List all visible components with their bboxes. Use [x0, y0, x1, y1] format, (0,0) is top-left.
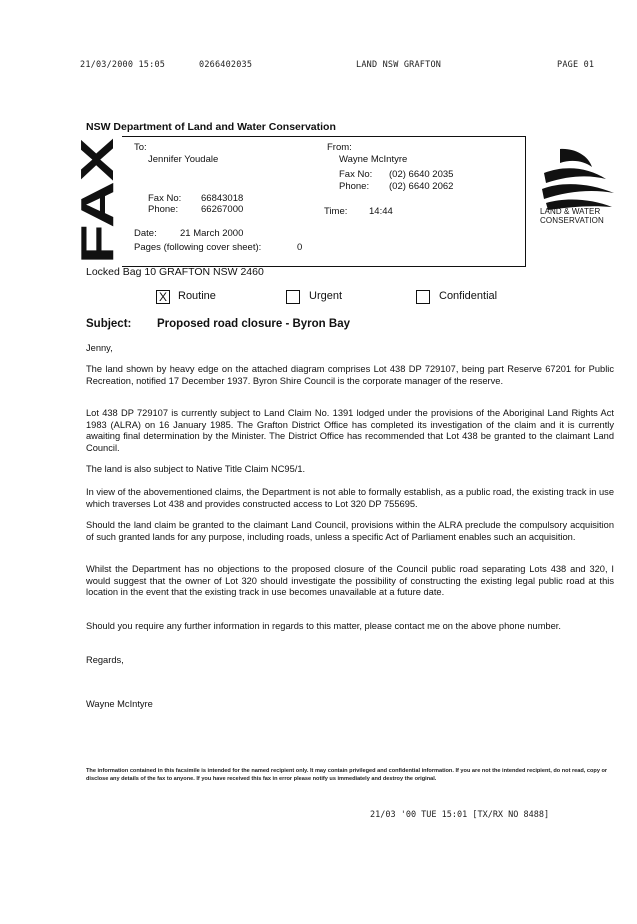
from-label: From: [327, 142, 352, 153]
logo-text-line2: CONSERVATION [540, 216, 604, 225]
to-fax-label: Fax No: [148, 193, 182, 204]
fax-page-number: PAGE 01 [557, 60, 595, 70]
fax-mark [71, 136, 123, 266]
checkbox-urgent[interactable] [286, 290, 300, 304]
checkbox-routine-label: Routine [178, 290, 216, 302]
date-label: Date: [134, 228, 157, 239]
transmission-footer: 21/03 '00 TUE 15:01 [TX/RX NO 8488] [370, 810, 550, 820]
paragraph-7: Should you require any further information in regards to this matter, please contact me on the above phone number. [86, 621, 561, 631]
paragraph-4: In view of the abovementioned claims, the Department is not able to formally establish, as a public road, the existing track in use which traverses Lot 438 and provides constructed access to Lot 320 DP 755695. [86, 487, 614, 509]
department-title: NSW Department of Land and Water Conservation [86, 121, 336, 133]
checkbox-routine-mark: X [158, 290, 167, 304]
salutation: Jenny, [86, 343, 113, 353]
checkbox-routine[interactable] [156, 290, 170, 304]
address: Locked Bag 10 GRAFTON NSW 2460 [86, 266, 264, 278]
confidentiality-disclaimer: The information contained in this facsimile is intended for the named recipient only. It may contain privileged and confidential information. If you are not the intended recipient, do not read, copy or disclose any details of the fax to anyone. If you have received this fax in error please notify us immediately and destroy the original. [86, 768, 608, 782]
to-phone-value: 66267000 [201, 204, 244, 215]
fax-sender-number: 0266402035 [199, 60, 253, 70]
paragraph-3: The land is also subject to Native Title Claim NC95/1. [86, 464, 306, 474]
checkbox-confidential-label: Confidential [439, 290, 498, 302]
svg-text:FAX: FAX [71, 174, 123, 264]
closing: Regards, [86, 655, 124, 665]
paragraph-5: Should the land claim be granted to the claimant Land Council, provisions within the ALRA preclude the compulsory acquisition of such granted lands for any purpose, including roads, unless a specific Act of Parliament enables such an acquisition. [86, 520, 614, 542]
date-value: 21 March 2000 [180, 228, 244, 239]
fax-sender-name: LAND NSW GRAFTON [356, 60, 442, 70]
checkbox-confidential[interactable] [416, 290, 430, 304]
fax-date-time: 21/03/2000 15:05 [80, 60, 166, 70]
from-phone-value: (02) 6640 2062 [389, 181, 454, 192]
signature-name: Wayne McIntyre [86, 699, 153, 709]
checkbox-urgent-label: Urgent [309, 290, 343, 302]
pages-value: 0 [297, 242, 303, 253]
paragraph-6: Whilst the Department has no objections to the proposed closure of the Council public road separating Lots 438 and 320, I would suggest that the owner of Lot 320 should investigate the possibility of constructing the existing legal public road at this location in the event that the existing track in use becomes unavailable at a future date. [86, 564, 614, 597]
subject-label: Subject: [86, 318, 132, 330]
to-name: Jennifer Youdale [148, 154, 219, 165]
land-water-logo [540, 147, 616, 211]
time-value: 14:44 [369, 206, 393, 217]
from-fax-value: (02) 6640 2035 [389, 169, 454, 180]
to-phone-label: Phone: [148, 204, 179, 215]
from-fax-label: Fax No: [339, 169, 373, 180]
paragraph-2: Lot 438 DP 729107 is currently subject to Land Claim No. 1391 lodged under the provisions of the Aboriginal Land Rights Act 1983 (ALRA) on 16 January 1985. The Grafton District Office has completed its investigation of the claim and it is currently awaiting final determination by the Minister. The District Office has recommended that Lot 438 be granted to the claimant Land Council. [86, 408, 614, 453]
logo-text-line1: LAND & WATER [540, 207, 601, 216]
paragraph-1: The land shown by heavy edge on the attached diagram comprises Lot 438 DP 729107, being part Reserve 67201 for Public Recreation, notified 17 December 1937. Byron Shire Council is the corporate manager of the reserve. [86, 364, 614, 386]
from-phone-label: Phone: [339, 181, 370, 192]
to-fax-value: 66843018 [201, 193, 244, 204]
time-label: Time: [324, 206, 348, 217]
to-label: To: [134, 142, 147, 153]
pages-label: Pages (following cover sheet): [134, 242, 262, 253]
subject-value: Proposed road closure - Byron Bay [157, 318, 350, 330]
from-name: Wayne McIntyre [339, 154, 408, 165]
